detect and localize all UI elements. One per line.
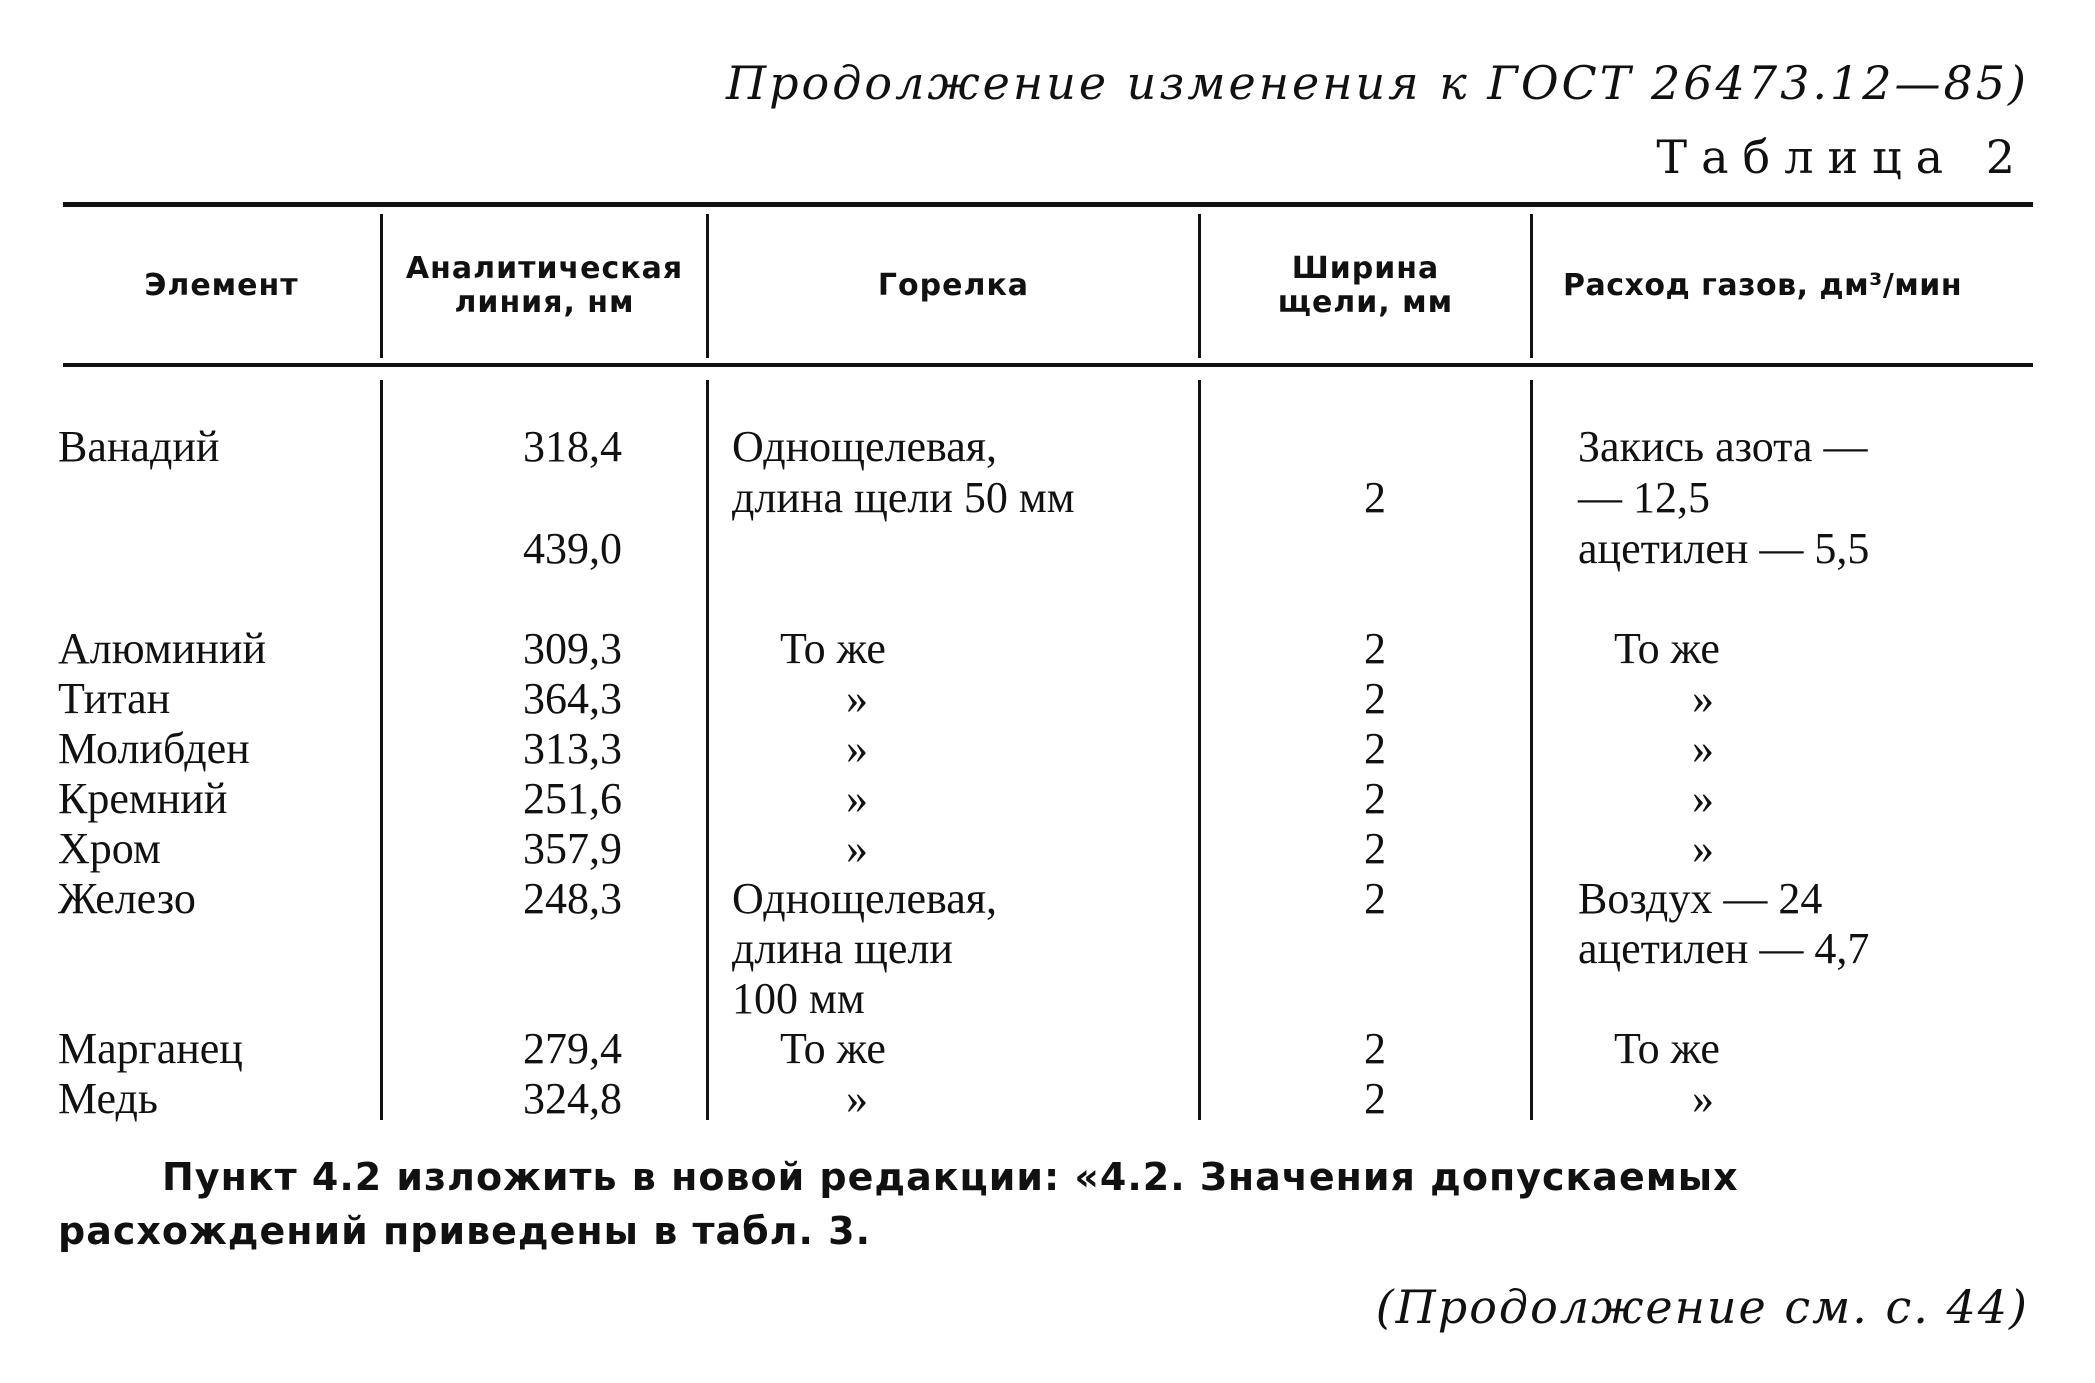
header-slit-width — [1201, 214, 1530, 358]
row-element: Кремний — [58, 774, 228, 823]
row-burner: » — [846, 774, 868, 823]
row-slit: 2 — [1364, 774, 1386, 823]
row-element: Ванадий — [58, 422, 220, 471]
row-burner: 100 мм — [732, 974, 865, 1023]
header-element-text: Элемент — [144, 268, 299, 303]
row-element: Молибден — [58, 724, 250, 773]
header-element — [63, 214, 380, 358]
row-burner: Однощелевая, — [732, 422, 997, 471]
row-element: Железо — [58, 874, 196, 923]
row-line-value: 439,0 — [523, 524, 622, 573]
row-line-value: 313,3 — [523, 724, 622, 773]
row-slit: 2 — [1364, 824, 1386, 873]
column-divider — [1198, 380, 1201, 1120]
row-gas: » — [1692, 674, 1714, 723]
row-gas: То же — [1614, 624, 1720, 673]
row-line-value: 318,4 — [523, 422, 622, 471]
row-element: Титан — [58, 674, 171, 723]
row-gas: » — [1692, 724, 1714, 773]
header-burner — [709, 214, 1198, 358]
row-line-value: 248,3 — [523, 874, 622, 923]
row-gas: ацетилен — 4,7 — [1578, 924, 1870, 973]
row-burner: » — [846, 1074, 868, 1123]
row-gas: Воздух — 24 — [1578, 874, 1823, 923]
row-line-value: 279,4 — [523, 1024, 622, 1073]
header-analytical-line-2: линия, нм — [454, 285, 635, 320]
row-slit: 2 — [1364, 1074, 1386, 1123]
continuation-footer: (Продолжение см. с. 44) — [1375, 1280, 2029, 1334]
row-slit: 2 — [1364, 724, 1386, 773]
row-element: Марганец — [58, 1024, 243, 1073]
amendment-paragraph — [58, 1150, 2033, 1258]
header-slit-width-1: Ширина — [1291, 251, 1440, 286]
row-slit: 2 — [1364, 674, 1386, 723]
row-line-value: 324,8 — [523, 1074, 622, 1123]
header-bottom-rule — [63, 363, 2033, 367]
table-label: Таблица 2 — [1656, 130, 2029, 184]
row-burner: длина щели — [732, 924, 953, 973]
header-slit-width-2: щели, мм — [1277, 285, 1454, 320]
continuation-header: Продолжение изменения к ГОСТ 26473.12—85) — [725, 56, 2029, 110]
row-gas: » — [1692, 1074, 1714, 1123]
row-slit: 2 — [1364, 624, 1386, 673]
row-line-value: 251,6 — [523, 774, 622, 823]
row-gas: То же — [1614, 1024, 1720, 1073]
row-burner: Однощелевая, — [732, 874, 997, 923]
row-gas: Закись азота — — [1578, 422, 1868, 471]
column-divider — [706, 380, 709, 1120]
row-line-value: 309,3 — [523, 624, 622, 673]
header-gas-flow-text: Расход газов, дм³/мин — [1563, 268, 1963, 303]
row-burner: » — [846, 724, 868, 773]
row-burner: То же — [780, 624, 886, 673]
row-gas: ацетилен — 5,5 — [1578, 524, 1870, 573]
row-line-value: 357,9 — [523, 824, 622, 873]
table-top-rule — [63, 202, 2033, 207]
row-element: Алюминий — [58, 624, 267, 673]
row-slit: 2 — [1364, 874, 1386, 923]
row-burner: длина щели 50 мм — [732, 473, 1075, 522]
column-divider — [1530, 380, 1533, 1120]
header-analytical-line-1: Аналитическая — [405, 251, 684, 286]
header-burner-text: Горелка — [877, 268, 1030, 303]
header-analytical-line — [383, 214, 706, 358]
row-gas: — 12,5 — [1578, 473, 1710, 522]
row-burner: » — [846, 674, 868, 723]
header-gas-flow — [1533, 214, 2033, 358]
row-burner: То же — [780, 1024, 886, 1073]
row-gas: » — [1692, 824, 1714, 873]
amendment-paragraph-text: Пункт 4.2 изложить в новой редакции: «4.2. Значения допускаемых расхождений приведены в табл. 3. — [58, 1155, 1739, 1253]
row-line-value: 364,3 — [523, 674, 622, 723]
row-element: Хром — [58, 824, 161, 873]
column-divider — [380, 380, 383, 1120]
row-slit: 2 — [1364, 1024, 1386, 1073]
row-burner: » — [846, 824, 868, 873]
row-slit: 2 — [1364, 473, 1386, 522]
row-gas: » — [1692, 774, 1714, 823]
row-element: Медь — [58, 1074, 158, 1123]
